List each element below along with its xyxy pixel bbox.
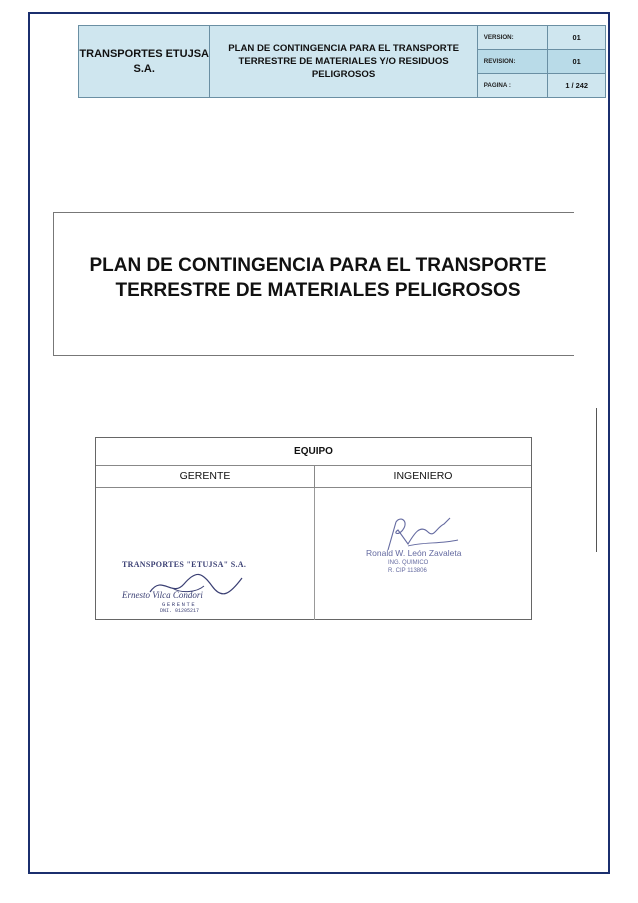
stamp-company-name: TRANSPORTES "ETUJSA" S.A.: [122, 560, 247, 569]
page-label: PAGINA :: [477, 74, 548, 98]
stamp-person-name: Ernesto Vilca Condori: [122, 590, 203, 600]
document-header-table: [78, 25, 606, 98]
stamp-dni: DNI. 01205217: [160, 608, 200, 614]
stamp-engineer-name: Ronald W. León Zavaleta: [366, 548, 462, 558]
column-divider: [314, 488, 315, 620]
equipo-heading: EQUIPO: [96, 438, 531, 466]
stamp-engineer-title: ING. QUIMICO: [388, 560, 429, 566]
version-value: 01: [548, 26, 606, 50]
margin-line: [596, 408, 597, 552]
version-label: VERSION:: [477, 26, 548, 50]
gerente-column-header: GERENTE: [96, 465, 315, 488]
company-name: TRANSPORTES ETUJSA S.A.: [79, 26, 210, 98]
ingeniero-stamp: [358, 520, 498, 590]
revision-label: REVISION:: [477, 50, 548, 74]
equipo-table: [95, 437, 532, 620]
main-title-box: [53, 212, 574, 356]
main-title: PLAN DE CONTINGENCIA PARA EL TRANSPORTE TERRESTRE DE MATERIALES PELIGROSOS: [89, 255, 547, 301]
revision-value: 01: [548, 50, 606, 74]
ingeniero-column-header: INGENIERO: [315, 465, 531, 488]
gerente-stamp: [112, 556, 272, 616]
page-value: 1 / 242: [548, 74, 606, 98]
stamp-role: GERENTE: [162, 601, 197, 608]
header-title: PLAN DE CONTINGENCIA PARA EL TRANSPORTE TERRESTRE DE MATERIALES Y/O RESIDUOS PELIGROSOS: [210, 26, 477, 98]
stamp-engineer-cip: R. CIP 113806: [388, 568, 427, 574]
